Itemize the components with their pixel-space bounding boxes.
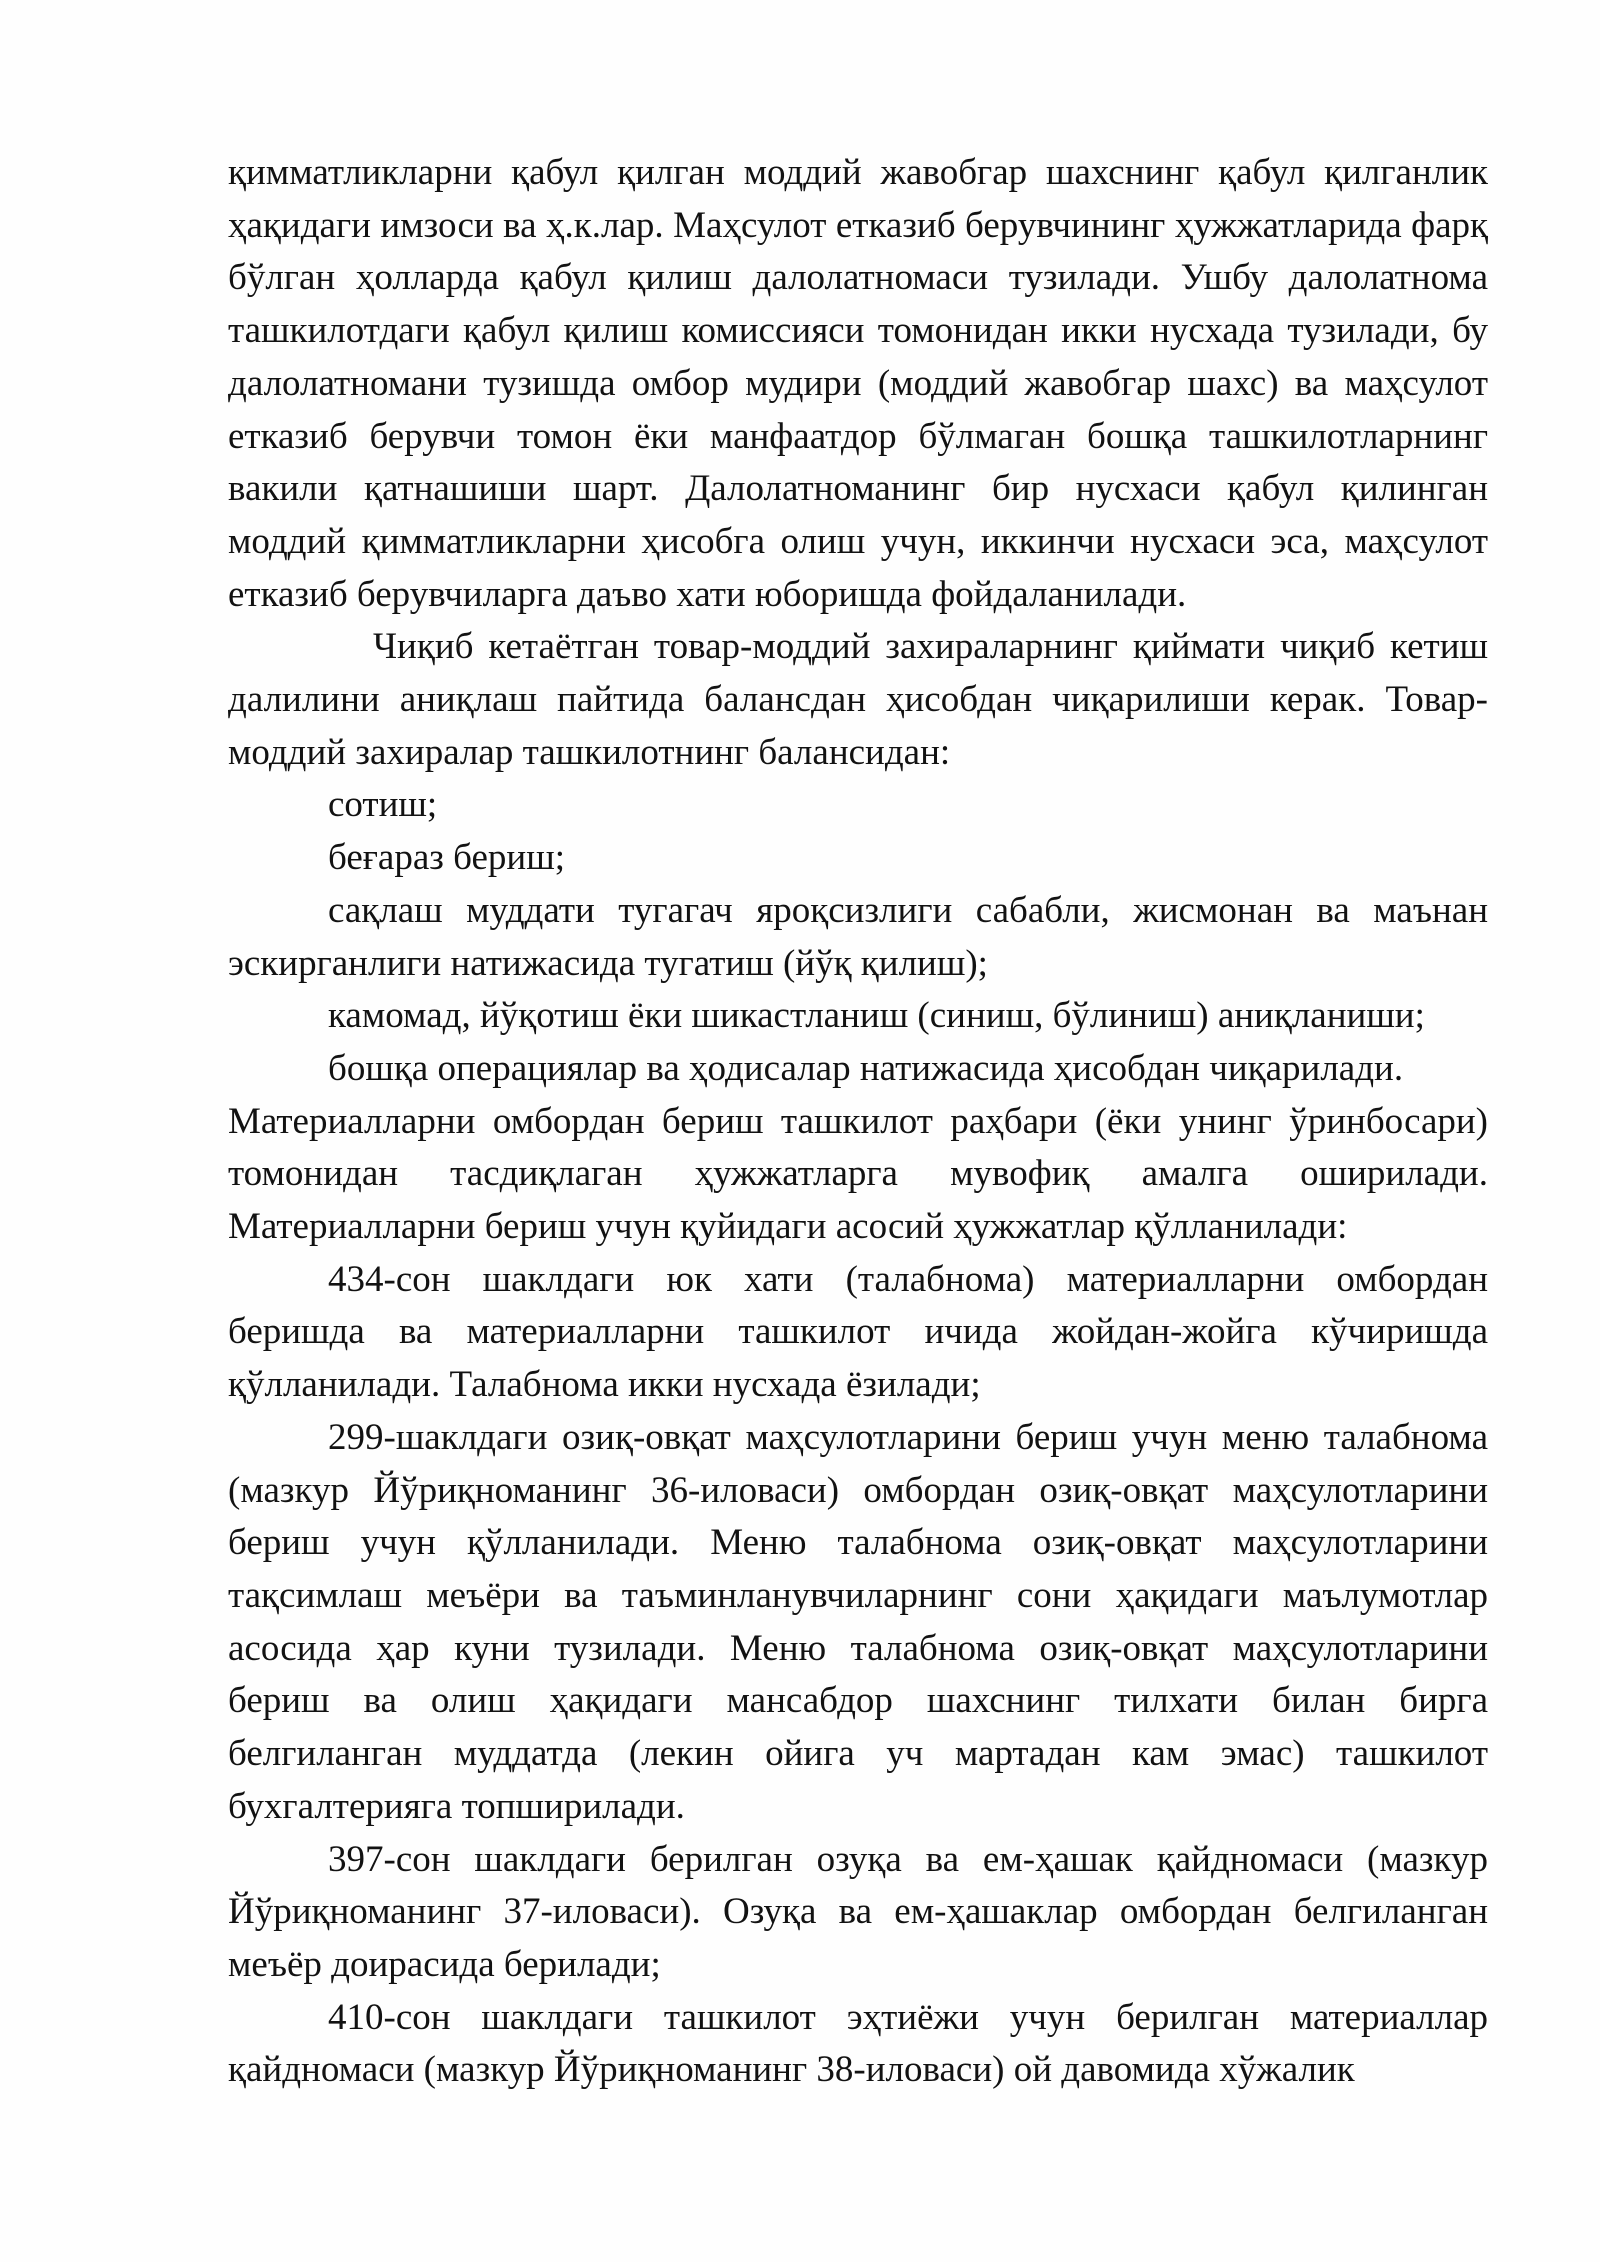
paragraph: 410-сон шаклдаги ташкилот эҳтиёжи учун берилган материаллар қайдномаси (мазкур Йўриқноманинг 38-иловаси) ой давомида хўжалик (228, 1996, 1488, 2091)
list-item: камомад, йўқотиш ёки шикастланиш (синиш, бўлиниш) аниқланиши; (328, 995, 1425, 1037)
document-text (228, 147, 1488, 2097)
list-item: беғараз бериш; (328, 837, 565, 879)
paragraph: Чиқиб кетаётган товар-моддий захираларнинг қиймати чиқиб кетиш далилини аниқлаш пайтида балансдан ҳисобдан чиқарилиши керак. Товар-моддий захиралар ташкилотнинг балансидан: (228, 626, 1488, 773)
list-item: сотиш; (328, 784, 438, 826)
paragraph: 397-сон шаклдаги берилган озуқа ва ем-ҳашак қайдномаси (мазкур Йўриқноманинг 37-иловаси). Озуқа ва ем-ҳашаклар омбордан белгиланган меъёр доирасида берилади; (228, 1838, 1488, 1985)
paragraph: Материалларни омбордан бериш ташкилот раҳбари (ёки унинг ўринбосари) томонидан тасдиқлаган ҳужжатларга мувофиқ амалга оширилади. Материалларни бериш учун қуйидаги асосий ҳужжатлар қўлланилади: (228, 1100, 1488, 1248)
paragraph: қимматликларни қабул қилган моддий жавобгар шахснинг қабул қилганлик ҳақидаги имзоси ва ҳ.к.лар. Маҳсулот етказиб берувчининг ҳужжатларида фарқ бўлган ҳолларда қабул қилиш далолатномаси тузилади. Ушбу далолатнома ташкилотдаги қабул қилиш комиссияси томонидан икки нусхада тузилади, бу далолатномани тузишда омбор мудири (моддий жавобгар шахс) ва маҳсулот етказиб берувчи томон ёки манфаатдор бўлмаган бошқа ташкилотларнинг вакили қатнашиши шарт. Далолатноманинг бир нусхаси қабул қилинган моддий қимматликларни ҳисобга олиш учун, иккинчи нусхаси эса, маҳсулот етказиб берувчиларга даъво хати юборишда фойдаланилади. (228, 152, 1488, 615)
paragraph: 299-шаклдаги озиқ-овқат маҳсулотларини бериш учун меню талабнома (мазкур Йўриқноманинг 36-иловаси) омбордан озиқ-овқат маҳсулотларини бериш учун қўлланилади. Меню талабнома озиқ-овқат маҳсулотларини тақсимлаш меъёри ва таъминланувчиларнинг сони ҳақидаги маълумотлар асосида ҳар куни тузилади. Меню талабнома озиқ-овқат маҳсулотларини бериш ва олиш ҳақидаги мансабдор шахснинг тилхати билан бирга белгиланган муддатда (лекин ойига уч мартадан кам эмас) ташкилот бухгалтерияга топширилади. (228, 1416, 1488, 1827)
paragraph: 434-сон шаклдаги юк хати (талабнома) материалларни омбордан беришда ва материалларни ташкилот ичида жойдан-жойга кўчиришда қўлланилади. Талабнома икки нусхада ёзилади; (228, 1258, 1488, 1406)
list-item: бошқа операциялар ва ҳодисалар натижасида ҳисобдан чиқарилади. (328, 1047, 1404, 1089)
list-item: сақлаш муддати тугагач яроқсизлиги сабабли, жисмонан ва маънан эскирганлиги натижасида тугатиш (йўқ қилиш); (228, 889, 1488, 984)
